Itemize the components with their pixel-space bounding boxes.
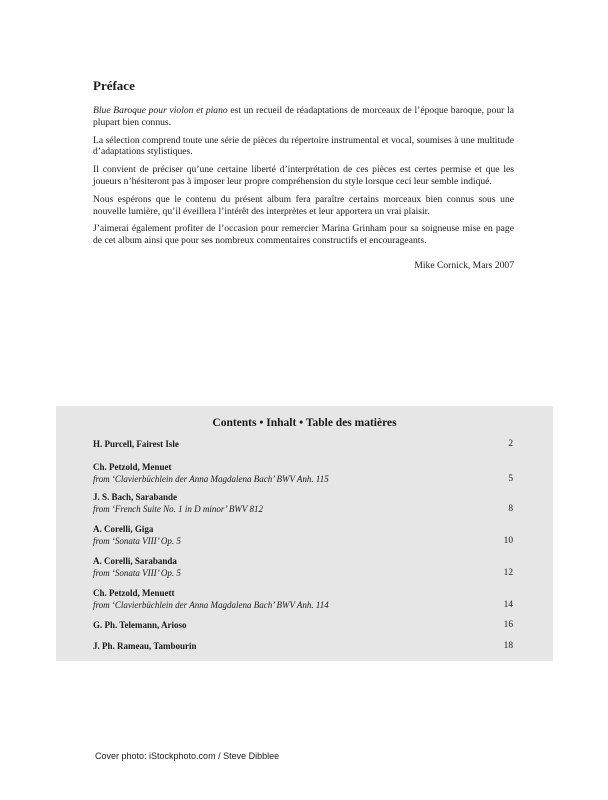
entry-title: Ch. Petzold, Menuett	[93, 588, 175, 598]
entry-title: H. Purcell, Fairest Isle	[93, 439, 179, 449]
contents-heading: Contents • Inhalt • Table des matières	[212, 417, 397, 429]
preface-paragraph-5: J’aimerai également profiter de l’occasion pour remercier Marina Grinham pour sa soigneuse mise en page de cet album ainsi que pour ses nombreux commentaires constructifs et encourageants.	[93, 223, 514, 247]
preface-paragraph-1	[93, 105, 514, 129]
entry-source: from ‘Sonata VIII’ Op. 5	[93, 536, 181, 546]
entry-source: from ‘Clavierbüchlein der Anna Magdalena Bach’ BWV Anh. 114	[93, 600, 329, 610]
entry-page-number: 8	[508, 504, 513, 514]
entry-page-number: 2	[508, 439, 513, 449]
preface-paragraph-3: Il convient de préciser qu’une certaine liberté d’interprétation de ces pièces est certes permise et que les joueurs n’hésiteront pas à imposer leur propre compréhension du style lorsque ceci leur semble indiqué.	[93, 164, 514, 187]
album-title: Blue Baroque pour violon et piano	[93, 105, 228, 116]
entry-title: A. Corelli, Sarabanda	[93, 556, 177, 566]
cover-photo-credit: Cover photo: iStockphoto.com / Steve Dibblee	[95, 751, 280, 761]
contents-entry	[93, 555, 513, 579]
contents-entry	[93, 619, 513, 631]
entry-page-number: 14	[503, 600, 513, 610]
table-of-contents	[56, 406, 553, 661]
entry-title: J. S. Bach, Sarabande	[93, 492, 178, 502]
contents-entry	[93, 587, 513, 611]
entry-page-number: 18	[503, 641, 513, 651]
contents-entry	[93, 523, 513, 547]
entry-source: from ‘French Suite No. 1 in D minor’ BWV 812	[93, 504, 263, 514]
entry-source: from ‘Clavierbüchlein der Anna Magdalena Bach’ BWV Anh. 115	[93, 474, 329, 484]
entry-title: A. Corelli, Giga	[93, 524, 154, 534]
entry-title: G. Ph. Telemann, Arioso	[93, 620, 187, 630]
preface-heading: Préface	[93, 78, 135, 93]
contents-entry	[93, 461, 513, 485]
preface-signature: Mike Cornick, Mars 2007	[414, 259, 514, 271]
entry-page-number: 5	[508, 474, 513, 484]
contents-entry	[93, 491, 513, 515]
entry-page-number: 16	[503, 620, 513, 630]
preface-paragraph-2: La sélection comprend toute une série de pièces du répertoire instrumental et vocal, soumises à une multitude d’adaptations stylistiques.	[93, 134, 514, 158]
contents-entry	[93, 640, 513, 652]
entry-title: J. Ph. Rameau, Tambourin	[93, 641, 197, 651]
entry-page-number: 12	[503, 568, 513, 578]
entry-title: Ch. Petzold, Menuet	[93, 462, 172, 472]
contents-entry	[93, 438, 513, 450]
preface-paragraph-4: Nous espérons que le contenu du présent album fera paraître certains morceaux bien connus sous une nouvelle lumière, qu’il éveillera l’intérêt des interprètes et leur apportera un vrai plaisir.	[93, 193, 514, 217]
entry-source: from ‘Sonata VIII’ Op. 5	[93, 568, 181, 578]
entry-page-number: 10	[503, 536, 513, 546]
preface-paragraph-1-text: est un recueil de réadaptations de morceaux de l’époque baroque, pour la plupart bien connus.	[93, 105, 514, 128]
preface-section	[93, 78, 514, 278]
